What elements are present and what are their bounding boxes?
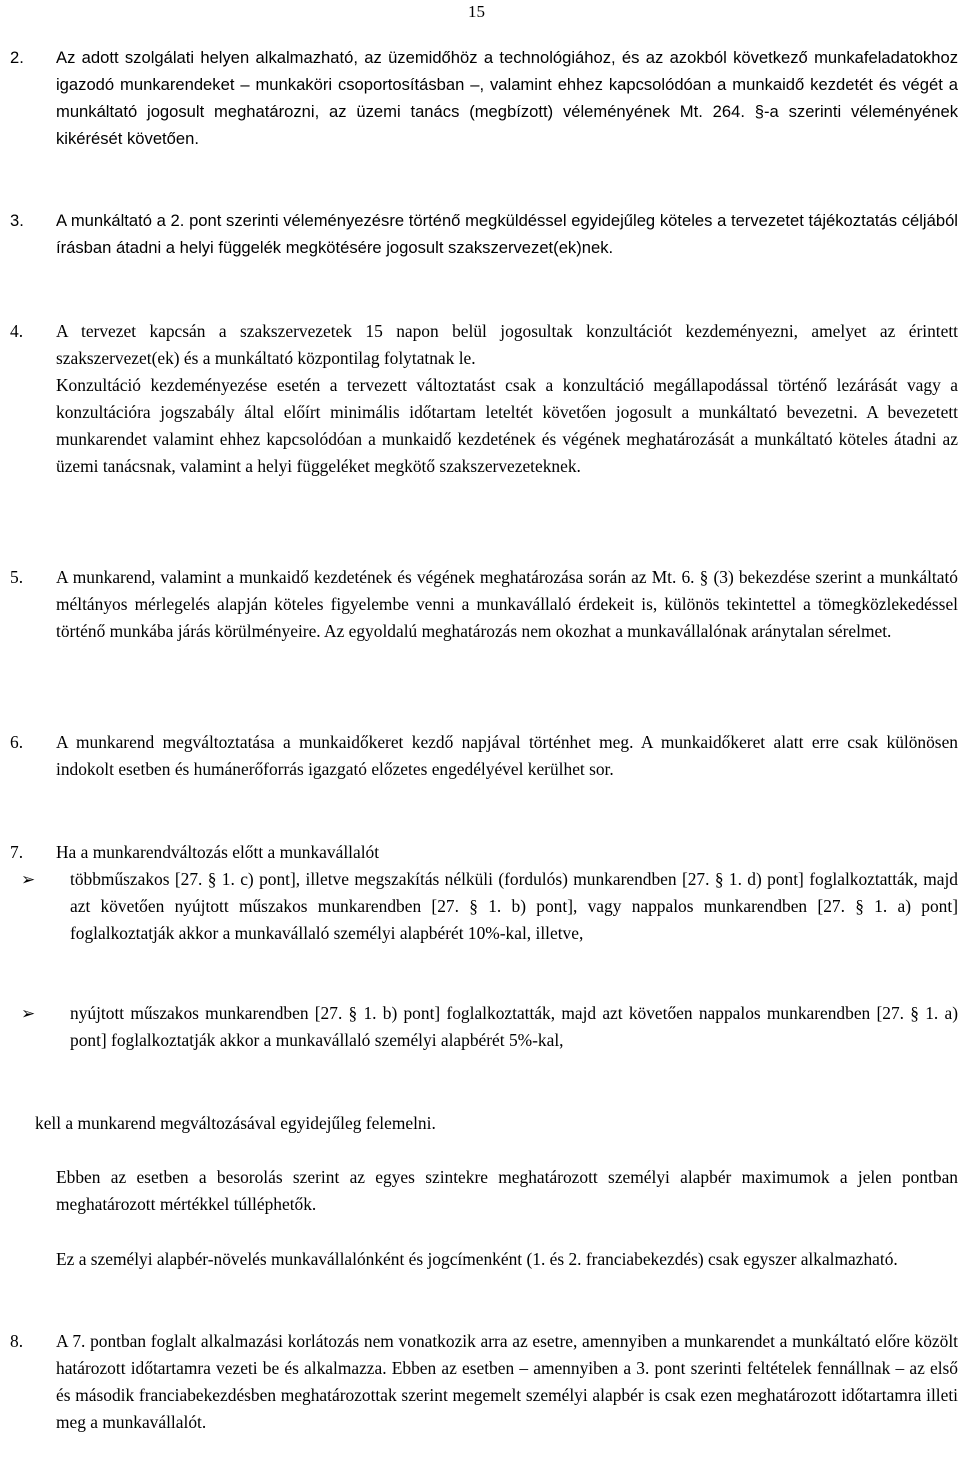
item-7 <box>10 839 958 866</box>
paragraph-ebben: Ebben az esetben a besorolás szerint az egyes szintekre meghatározott személyi alapbér maximumok a jelen pontban meghatározott mértékkel túlléphetők. <box>56 1167 958 1214</box>
item-number: 4. <box>10 321 24 341</box>
item-4 <box>10 318 958 480</box>
item-number: 6. <box>10 732 24 752</box>
item-text: Az adott szolgálati helyen alkalmazható, az üzemidőhöz a technológiához, és az azokból következő munkafeladatokhoz igazodó munkarendeket – munkaköri csoportosításban –, valamint ehhez kapcsolódóan a munkaidő kezdetét és végét a munkáltató jogosult meghatározni, az üzemi tanács (megbízott) véleményének Mt. 264. §-a szerinti véleményének kikérését követően. <box>56 48 958 148</box>
item-text-continued: Konzultáció kezdeményezése esetén a tervezett változtatást csak a konzultáció megállapodással történő lezárását vagy a konzultációra jogszabály által előírt minimális időtartam leteltét követően jogosult a munkáltató bevezetni. A bevezetett munkarendet valamint ehhez kapcsolódóan a munkaidő kezdetének és végének meghatározását a munkáltató köteles átadni az üzemi tanácsnak, valamint a helyi függeléket megkötő szakszervezeteknek. <box>56 375 958 476</box>
item-5 <box>10 564 958 645</box>
bullet-text: többműszakos [27. § 1. c) pont], illetve megszakítás nélküli (fordulós) munkarendben [27. § 1. d) pont] foglalkoztatták, majd azt követően nyújtott műszakos munkarendben [27. § 1. b) pont], vagy nappalos munkarendben [27. § 1. a) pont] foglalkoztatják akkor a munkavállaló személyi alapbérét 10%-kal, illetve, <box>70 869 958 943</box>
bullet-text: nyújtott műszakos munkarendben [27. § 1. b) pont] foglalkoztatták, majd azt követően nappalos munkarendben [27. § 1. a) pont] foglalkoztatják akkor a munkavállaló személyi alapbérét 5%-kal, <box>70 1003 958 1050</box>
item-number: 2. <box>10 48 24 67</box>
item-number: 3. <box>10 211 24 230</box>
item-number: 8. <box>10 1331 24 1351</box>
item-text: A munkáltató a 2. pont szerinti véleményezésre történő megküldéssel egyidejűleg köteles a tervezetet tájékoztatás céljából írásban átadni a helyi függelék megkötésére jogosult szakszervezet(ek)nek. <box>56 211 958 257</box>
item-number: 7. <box>10 842 24 862</box>
arrow-bullet-icon: ➢ <box>21 870 36 889</box>
item-3 <box>10 207 958 261</box>
item-text: Ha a munkarendváltozás előtt a munkavállalót <box>56 842 380 862</box>
page-number: 15 <box>468 2 485 21</box>
item-text: A munkarend, valamint a munkaidő kezdetének és végének meghatározása során az Mt. 6. § (3) bekezdése szerint a munkáltató méltányos mérlegelés alapján köteles figyelembe venni a munkavállaló érdekeit is, különös tekintettel a tömegközlekedéssel történő munkába járás körülményeire. Az egyoldalú meghatározás nem okozhat a munkavállalónak aránytalan sérelmet. <box>56 567 958 641</box>
item-6 <box>10 729 958 783</box>
item-text: A munkarend megváltoztatása a munkaidőkeret kezdő napjával történhet meg. A munkaidőkeret alatt erre csak különösen indokolt esetben és humánerőforrás igazgató előzetes engedélyével kerülhet sor. <box>56 732 958 779</box>
item-text: A 7. pontban foglalt alkalmazási korlátozás nem vonatkozik arra az esetre, amennyiben a munkarendet a munkáltató előre közölt határozott időtartamra vezeti be és alkalmazza. Ebben az esetben – amennyiben a 3. pont szerinti feltételek fennállnak – az első és második franciabekezdésben meghatározottak szerint megemelt személyi alapbér is csak ezen meghatározott időtartamra illeti meg a munkavállalót. <box>56 1331 958 1432</box>
item-8 <box>10 1328 958 1436</box>
item-2 <box>10 44 958 152</box>
item-number: 5. <box>10 567 24 587</box>
paragraph-ez: Ez a személyi alapbér-növelés munkavállalónként és jogcímenként (1. és 2. franciabekezdés) csak egyszer alkalmazható. <box>56 1249 898 1269</box>
arrow-bullet-icon: ➢ <box>21 1004 36 1023</box>
bullet-item-1 <box>21 866 958 947</box>
bullet-item-2 <box>21 1000 958 1054</box>
item-text: A tervezet kapcsán a szakszervezetek 15 napon belül jogosultak konzultációt kezdeményezni, amelyet az érintett szakszervezet(ek) és a munkáltató központilag folytatnak le. <box>56 321 958 368</box>
after-bullets-text: kell a munkarend megváltozásával egyidejűleg felemelni. <box>35 1113 436 1133</box>
